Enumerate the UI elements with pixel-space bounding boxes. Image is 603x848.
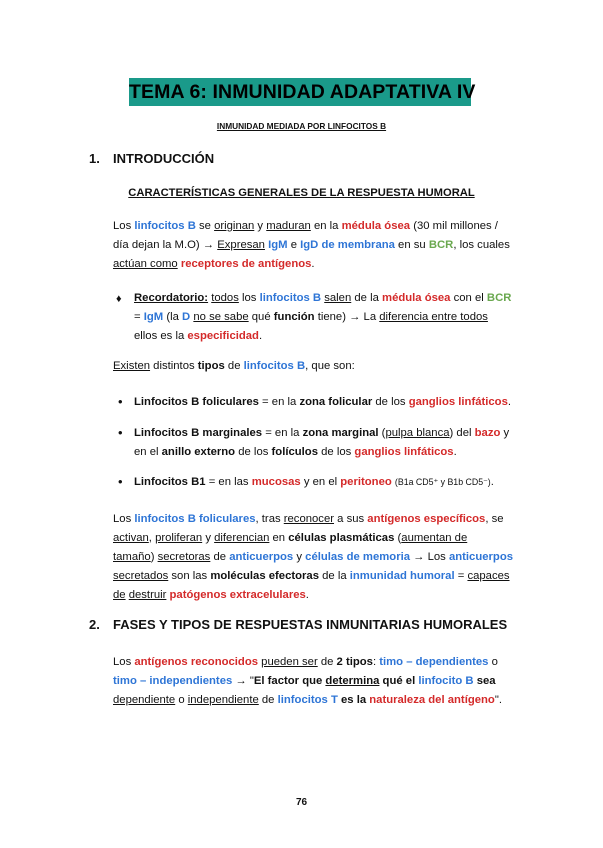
term: originan [214, 220, 255, 232]
text-line [113, 567, 513, 586]
text: , tras [255, 513, 284, 525]
term: mucosas [251, 476, 301, 488]
text: . [490, 476, 494, 488]
text-line [113, 529, 513, 548]
term: todos [211, 292, 239, 304]
term: aumentan de [401, 532, 468, 544]
text: ) [150, 551, 158, 563]
text: = en la [258, 396, 300, 408]
text: ( [378, 427, 386, 439]
term: independiente [187, 694, 259, 706]
list-item [134, 393, 513, 412]
term: 2 tipos [336, 656, 373, 668]
text: ". [494, 694, 502, 706]
term: es la [337, 694, 370, 706]
text-line [113, 510, 513, 529]
text: → Los [410, 551, 449, 563]
term: zona marginal [302, 427, 379, 439]
term: linfocitos T [277, 694, 338, 706]
term: antígenos específicos [367, 513, 486, 525]
list-item [134, 424, 513, 462]
text: , se [485, 513, 504, 525]
text: en el [134, 446, 162, 458]
text: , [148, 532, 156, 544]
text: son las [168, 570, 211, 582]
text-line [113, 236, 513, 255]
text: de [317, 656, 337, 668]
term: destruir [128, 589, 167, 601]
text: Los [113, 656, 135, 668]
text-line [134, 443, 513, 462]
text-line [134, 289, 513, 308]
text: , que son: [305, 360, 355, 372]
term: Linfocitos B marginales [134, 427, 263, 439]
term: peritoneo [340, 476, 392, 488]
small-note: (B1a CD5⁺ y B1b CD5⁻) [394, 477, 491, 487]
text: qué [248, 311, 274, 323]
section-heading-2 [89, 617, 507, 632]
term: salen [324, 292, 352, 304]
term: secretoras [157, 551, 211, 563]
text: de los [372, 396, 409, 408]
paragraph [113, 217, 513, 274]
text-line [113, 672, 513, 691]
term: folículos [271, 446, 318, 458]
term: IgD de membrana [300, 239, 395, 251]
text: y [293, 551, 306, 563]
term: Linfocitos B foliculares [134, 396, 259, 408]
term: médula ósea [341, 220, 411, 232]
section-number: 1. [89, 151, 100, 166]
text: de los [317, 446, 355, 458]
page-title: TEMA 6: INMUNIDAD ADAPTATIVA IV [129, 78, 471, 106]
term: especificidad [187, 330, 259, 342]
text: . [311, 258, 315, 270]
text: = [454, 570, 468, 582]
term: dependiente [113, 694, 176, 706]
text: o [175, 694, 188, 706]
section-number: 2. [89, 617, 100, 632]
term: antígenos reconocidos [134, 656, 259, 668]
text: tiene) → La [314, 311, 380, 323]
term: qué el [379, 675, 419, 687]
term: Linfocitos B1 [134, 476, 206, 488]
text: de [210, 551, 230, 563]
text-line [113, 653, 513, 672]
term: BCR [486, 292, 512, 304]
term: patógenos extracelulares [169, 589, 306, 601]
term: inmunidad humoral [349, 570, 455, 582]
term: El factor que [253, 675, 326, 687]
term: proliferan [155, 532, 203, 544]
text: Los [113, 220, 135, 232]
term: D [182, 311, 191, 323]
paragraph [113, 653, 513, 710]
term: anticuerpos [448, 551, 513, 563]
text: , los cuales [453, 239, 510, 251]
text: en la [310, 220, 342, 232]
term: linfocitos B foliculares [134, 513, 256, 525]
page-subtitle: INMUNIDAD MEDIADA POR LINFOCITOS B [216, 121, 387, 131]
term: actúan como [113, 258, 178, 270]
section-heading-1 [89, 151, 214, 166]
term: tipos [197, 360, 225, 372]
text: ( [394, 532, 402, 544]
term: determina [325, 675, 380, 687]
term: BCR [428, 239, 454, 251]
text: = en las [205, 476, 252, 488]
text: . [453, 446, 457, 458]
text-line [113, 548, 513, 567]
text: Los [113, 513, 135, 525]
text: ) del [449, 427, 475, 439]
term: células de memoria [305, 551, 411, 563]
term: timo – independientes [113, 675, 233, 687]
text-line [113, 691, 513, 710]
text: a sus [334, 513, 368, 525]
term: naturaleza del antígeno [369, 694, 495, 706]
reminder-note [134, 289, 513, 346]
term: ganglios linfáticos [408, 396, 508, 408]
section-subheading: CARACTERÍSTICAS GENERALES DE LA RESPUESTA HUMORAL [128, 187, 475, 199]
term: Expresan [217, 239, 265, 251]
list-item [134, 473, 513, 492]
text: : [372, 656, 380, 668]
text: los [238, 292, 260, 304]
paragraph [113, 357, 513, 376]
term: Recordatorio: [134, 292, 209, 304]
term: ganglios linfáticos [354, 446, 454, 458]
text-line [134, 308, 513, 327]
text: . [258, 330, 263, 342]
term: no se sabe [193, 311, 249, 323]
text: de [258, 694, 278, 706]
text: . [305, 589, 309, 601]
diamond-bullet-icon: ♦ [116, 293, 122, 305]
text: se [195, 220, 215, 232]
term: médula ósea [382, 292, 451, 304]
term: zona folicular [299, 396, 373, 408]
text: ellos es la [134, 330, 188, 342]
text-line [113, 586, 513, 605]
text: e [287, 239, 301, 251]
term: sea [473, 675, 496, 687]
text: (30 mil millones / [410, 220, 498, 232]
term: timo – dependientes [379, 656, 489, 668]
term: diferencian [214, 532, 270, 544]
term: IgM [143, 311, 164, 323]
term: de [113, 589, 126, 601]
text: distintos [150, 360, 198, 372]
text: de la [318, 570, 350, 582]
term: linfocito B [418, 675, 474, 687]
text: = en la [262, 427, 303, 439]
term: diferencia entre todos [379, 311, 488, 323]
bullet-icon: • [118, 474, 123, 489]
term: reconocer [283, 513, 335, 525]
text: en [269, 532, 289, 544]
term: tamaño [113, 551, 151, 563]
text-line [134, 424, 513, 443]
text: y [202, 532, 215, 544]
text: día dejan la M.O) → [113, 239, 218, 251]
text-line [113, 255, 513, 274]
section-title: INTRODUCCIÓN [113, 151, 215, 166]
term: pulpa blanca [385, 427, 450, 439]
term: células plasmáticas [288, 532, 395, 544]
text: de [224, 360, 244, 372]
bullet-icon: • [118, 425, 123, 440]
text: en su [394, 239, 429, 251]
text: (la [163, 311, 183, 323]
text: → " [232, 675, 254, 687]
text-line [113, 217, 513, 236]
section-title: FASES Y TIPOS DE RESPUESTAS INMUNITARIAS HUMORALES [113, 617, 508, 632]
bullet-icon: • [118, 394, 123, 409]
text: y en el [300, 476, 341, 488]
term: activan [113, 532, 149, 544]
term: secretados [113, 570, 169, 582]
term: maduran [266, 220, 311, 232]
term: linfocitos B [259, 292, 322, 304]
text: = [134, 311, 144, 323]
term: moléculas efectoras [210, 570, 319, 582]
term: anillo externo [161, 446, 236, 458]
term: anticuerpos [229, 551, 294, 563]
term: pueden ser [261, 656, 318, 668]
text: con el [450, 292, 487, 304]
text: o [488, 656, 498, 668]
term: IgM [268, 239, 288, 251]
term: linfocitos B [243, 360, 306, 372]
text: y [254, 220, 267, 232]
term: función [273, 311, 315, 323]
text: de la [351, 292, 383, 304]
text: de los [235, 446, 272, 458]
term: capaces [467, 570, 510, 582]
text: . [507, 396, 512, 408]
term: receptores de antígenos [180, 258, 312, 270]
text-line [134, 327, 513, 346]
page-number: 76 [295, 797, 308, 808]
term: bazo [474, 427, 501, 439]
term: linfocitos B [134, 220, 196, 232]
term: Existen [113, 360, 151, 372]
paragraph [113, 510, 513, 605]
text: y [500, 427, 510, 439]
